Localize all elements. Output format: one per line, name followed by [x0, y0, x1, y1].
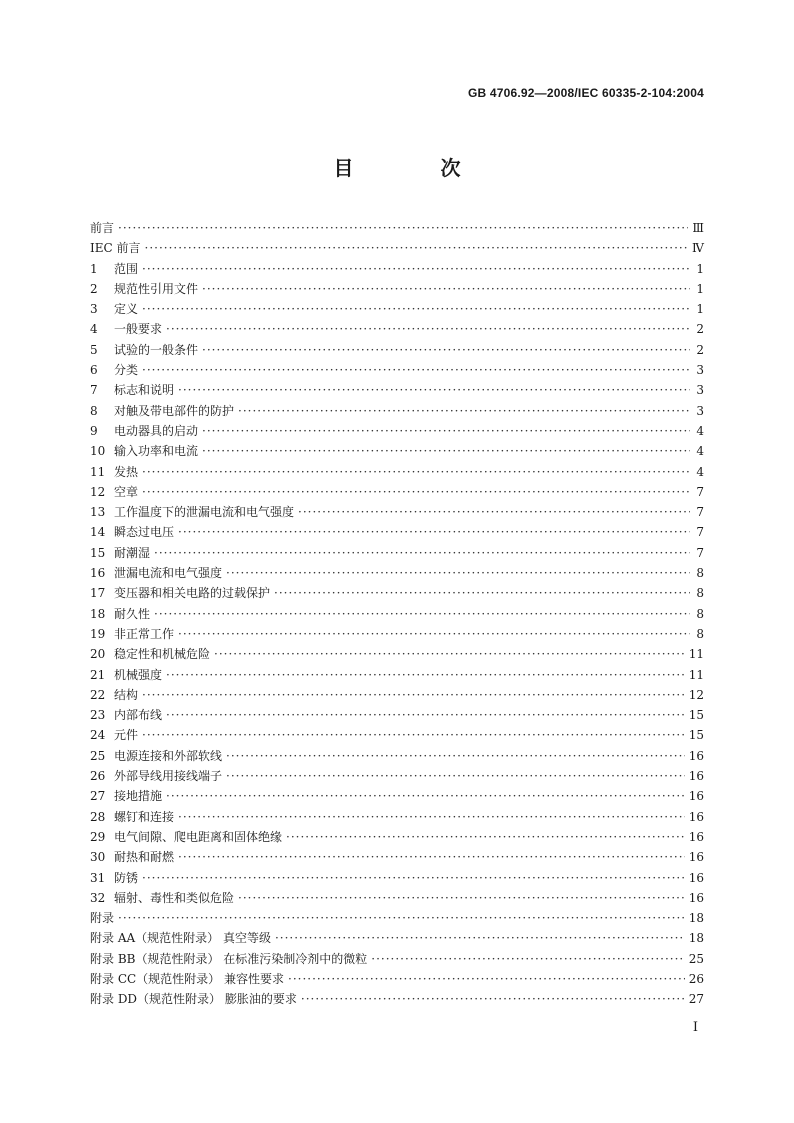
toc-leader-dots	[298, 502, 690, 522]
toc-entry-label: 内部布线	[114, 708, 163, 723]
toc-entry-number: 19	[90, 626, 106, 641]
toc-entry-label: 非正常工作	[114, 626, 175, 641]
toc-leader-dots	[275, 928, 685, 948]
toc-entry[interactable]	[90, 380, 704, 400]
toc-entry-label: 螺钉和连接	[114, 809, 175, 824]
toc-leader-dots	[178, 522, 690, 542]
toc-entry-number: 1	[90, 261, 98, 276]
toc-entry-page: 16	[688, 829, 704, 844]
toc-entry-label: 分类	[114, 363, 139, 378]
toc-entry-page: 16	[688, 748, 704, 763]
toc-entry-page: 15	[688, 728, 704, 743]
toc-entry-number: 11	[90, 464, 106, 479]
toc-entry-label: 附录 BB（规范性附录） 在标准污染制冷剂中的微粒	[90, 951, 368, 966]
toc-leader-dots	[226, 746, 685, 766]
toc-entry-page: 16	[688, 890, 704, 905]
toc-entry[interactable]	[90, 259, 704, 279]
toc-entry[interactable]	[90, 969, 704, 989]
toc-leader-dots	[226, 563, 690, 583]
toc-entry-number: 9	[90, 423, 98, 438]
toc-entry-label: 电源连接和外部软线	[114, 748, 223, 763]
toc-leader-dots	[145, 238, 689, 258]
toc-entry[interactable]	[90, 685, 704, 705]
toc-entry-label: 规范性引用文件	[114, 281, 199, 296]
toc-entry-number: 31	[90, 870, 106, 885]
toc-entry[interactable]	[90, 238, 704, 258]
toc-entry-number: 21	[90, 667, 106, 682]
toc-entry-number: 30	[90, 850, 106, 865]
page-title: 目 次	[333, 156, 501, 180]
toc-leader-dots	[238, 888, 685, 908]
toc-leader-dots	[166, 665, 685, 685]
toc-entry[interactable]	[90, 746, 704, 766]
toc-entry-label: 输入功率和电流	[114, 444, 199, 459]
toc-entry[interactable]	[90, 319, 704, 339]
toc-entry-label: 范围	[114, 261, 139, 276]
toc-entry-number: 15	[90, 545, 106, 560]
toc-entry-page: 7	[696, 545, 704, 560]
toc-entry[interactable]	[90, 705, 704, 725]
toc-entry-page: 12	[688, 687, 704, 702]
toc-entry-label: 接地措施	[114, 789, 163, 804]
toc-entry[interactable]	[90, 543, 704, 563]
toc-entry-label: 泄漏电流和电气强度	[114, 566, 223, 581]
toc-entry[interactable]	[90, 218, 704, 238]
toc-entry-label: 工作温度下的泄漏电流和电气强度	[114, 505, 295, 520]
page-number: I	[692, 1020, 698, 1035]
toc-entry-number: 25	[90, 748, 106, 763]
toc-entry-label: 空章	[114, 484, 139, 499]
toc-entry-page: 26	[688, 971, 704, 986]
toc-leader-dots	[286, 827, 685, 847]
toc-entry-page: 7	[696, 525, 704, 540]
toc-entry-number: 24	[90, 728, 106, 743]
toc-entry[interactable]	[90, 665, 704, 685]
toc-entry-number: 18	[90, 606, 106, 621]
toc-entry[interactable]	[90, 360, 704, 380]
toc-entry-page: 4	[696, 464, 704, 479]
toc-leader-dots	[371, 949, 684, 969]
toc-entry-page: 16	[688, 789, 704, 804]
toc-entry-page: 1	[696, 261, 704, 276]
toc-entry-page: 16	[688, 809, 704, 824]
toc-entry-number: 12	[90, 484, 106, 499]
toc-entry-label: 防锈	[114, 870, 139, 885]
toc-leader-dots	[118, 218, 688, 238]
toc-entry-label: 电动器具的启动	[114, 423, 199, 438]
toc-entry-page: Ⅲ	[692, 221, 704, 235]
toc-entry-number: 17	[90, 586, 106, 601]
toc-leader-dots	[178, 380, 690, 400]
toc-entry-label: 电气间隙、爬电距离和固体绝缘	[114, 829, 283, 844]
toc-entry-page: 1	[696, 302, 704, 317]
toc-entry-label: 耐热和耐燃	[114, 850, 175, 865]
toc-entry-page: Ⅳ	[692, 241, 704, 256]
toc-entry[interactable]	[90, 522, 704, 542]
toc-entry-label: 结构	[114, 687, 139, 702]
toc-leader-dots	[178, 847, 685, 867]
toc-entry[interactable]	[90, 827, 704, 847]
toc-entry-number: 5	[90, 342, 98, 357]
toc-entry[interactable]	[90, 624, 704, 644]
toc-entry[interactable]	[90, 725, 704, 745]
toc-leader-dots	[202, 421, 690, 441]
toc-entry-label: 对触及带电部件的防护	[114, 403, 235, 418]
table-of-contents	[90, 218, 704, 1010]
toc-entry[interactable]	[90, 807, 704, 827]
toc-entry[interactable]	[90, 421, 704, 441]
toc-entry[interactable]	[90, 868, 704, 888]
toc-entry[interactable]	[90, 908, 704, 928]
toc-entry-number: 6	[90, 363, 98, 378]
toc-leader-dots	[142, 725, 685, 745]
toc-entry-number: 28	[90, 809, 106, 824]
toc-entry-number: 22	[90, 687, 106, 702]
toc-entry-page: 7	[696, 484, 704, 499]
toc-entry-label: 标志和说明	[114, 383, 175, 398]
toc-leader-dots	[202, 441, 690, 461]
toc-entry-page: 16	[688, 850, 704, 865]
toc-entry[interactable]	[90, 401, 704, 421]
toc-entry-page: 1	[696, 281, 704, 296]
toc-entry-number: 14	[90, 525, 106, 540]
toc-entry[interactable]	[90, 279, 704, 299]
toc-entry-page: 8	[696, 606, 704, 621]
toc-entry-page: 8	[696, 566, 704, 581]
toc-entry-number: 20	[90, 647, 106, 662]
toc-leader-dots	[142, 360, 690, 380]
toc-entry-label: 定义	[114, 302, 139, 317]
toc-entry-page: 25	[688, 951, 704, 966]
toc-leader-dots	[274, 583, 690, 603]
toc-entry-number: 7	[90, 383, 98, 398]
toc-entry-page: 11	[688, 667, 704, 682]
toc-entry-label: IEC 前言	[90, 241, 141, 256]
toc-entry-label: 一般要求	[114, 322, 163, 337]
toc-entry-page: 2	[696, 342, 704, 357]
toc-entry-page: 4	[696, 444, 704, 459]
toc-leader-dots	[142, 482, 690, 502]
toc-entry-number: 23	[90, 708, 106, 723]
toc-entry[interactable]	[90, 888, 704, 908]
toc-leader-dots	[154, 543, 690, 563]
toc-entry-page: 18	[688, 911, 704, 926]
toc-entry-label: 外部导线用接线端子	[114, 769, 223, 784]
toc-entry-number: 10	[90, 444, 106, 459]
toc-entry[interactable]	[90, 482, 704, 502]
toc-leader-dots	[226, 766, 685, 786]
toc-entry-label: 附录 CC（规范性附录） 兼容性要求	[90, 971, 284, 986]
toc-leader-dots	[118, 908, 685, 928]
toc-entry-page: 16	[688, 769, 704, 784]
toc-leader-dots	[202, 340, 690, 360]
toc-entry-number: 8	[90, 403, 98, 418]
toc-leader-dots	[202, 279, 690, 299]
toc-entry-page: 11	[688, 647, 704, 662]
toc-leader-dots	[142, 299, 690, 319]
toc-entry-number: 2	[90, 281, 98, 296]
toc-leader-dots	[142, 685, 685, 705]
toc-entry-label: 变压器和相关电路的过载保护	[114, 586, 271, 601]
toc-entry-label: 耐潮湿	[114, 545, 151, 560]
toc-leader-dots	[178, 807, 685, 827]
toc-entry-label: 元件	[114, 728, 139, 743]
toc-entry-label: 机械强度	[114, 667, 163, 682]
toc-leader-dots	[154, 604, 690, 624]
toc-entry-label: 发热	[114, 464, 139, 479]
toc-entry-number: 3	[90, 302, 98, 317]
toc-entry-label: 辐射、毒性和类似危险	[114, 890, 235, 905]
toc-leader-dots	[288, 969, 685, 989]
toc-entry[interactable]	[90, 604, 704, 624]
toc-entry[interactable]	[90, 502, 704, 522]
toc-entry[interactable]	[90, 766, 704, 786]
toc-leader-dots	[238, 401, 690, 421]
toc-entry-page: 2	[696, 322, 704, 337]
toc-leader-dots	[301, 989, 685, 1009]
toc-entry-page: 4	[696, 423, 704, 438]
toc-entry[interactable]	[90, 928, 704, 948]
toc-entry[interactable]	[90, 299, 704, 319]
toc-entry[interactable]	[90, 989, 704, 1009]
toc-leader-dots	[142, 259, 690, 279]
toc-entry-page: 7	[696, 505, 704, 520]
toc-entry[interactable]	[90, 441, 704, 461]
toc-entry-number: 27	[90, 789, 106, 804]
toc-entry[interactable]	[90, 462, 704, 482]
toc-entry-number: 26	[90, 769, 106, 784]
toc-entry-page: 15	[688, 708, 704, 723]
toc-entry-page: 3	[696, 403, 704, 418]
toc-entry-number: 4	[90, 322, 98, 337]
toc-entry-number: 29	[90, 829, 106, 844]
toc-entry-label: 附录	[90, 911, 115, 926]
toc-entry[interactable]	[90, 949, 704, 969]
toc-leader-dots	[142, 868, 685, 888]
toc-entry-label: 试验的一般条件	[114, 342, 199, 357]
toc-leader-dots	[166, 319, 690, 339]
toc-entry-page: 18	[688, 931, 704, 946]
toc-entry-label: 稳定性和机械危险	[114, 647, 211, 662]
toc-entry[interactable]	[90, 786, 704, 806]
toc-entry-page: 27	[688, 992, 704, 1007]
toc-entry[interactable]	[90, 563, 704, 583]
toc-entry-label: 瞬态过电压	[114, 525, 175, 540]
toc-leader-dots	[214, 644, 685, 664]
standard-code: GB 4706.92—2008/IEC 60335-2-104:2004	[467, 86, 704, 100]
toc-entry[interactable]	[90, 847, 704, 867]
toc-entry-page: 3	[696, 363, 704, 378]
toc-entry-label: 附录 AA（规范性附录） 真空等级	[90, 931, 271, 946]
toc-entry[interactable]	[90, 340, 704, 360]
toc-entry-label: 附录 DD（规范性附录） 膨胀油的要求	[90, 992, 297, 1007]
toc-leader-dots	[166, 786, 685, 806]
toc-entry-page: 3	[696, 383, 704, 398]
toc-entry[interactable]	[90, 644, 704, 664]
toc-entry-number: 32	[90, 890, 106, 905]
toc-entry-number: 13	[90, 505, 106, 520]
toc-entry-page: 8	[696, 626, 704, 641]
toc-entry-label: 耐久性	[114, 606, 151, 621]
toc-entry-page: 16	[688, 870, 704, 885]
toc-leader-dots	[178, 624, 690, 644]
toc-entry-page: 8	[696, 586, 704, 601]
toc-entry-number: 16	[90, 566, 106, 581]
toc-leader-dots	[142, 462, 690, 482]
toc-entry[interactable]	[90, 583, 704, 603]
toc-leader-dots	[166, 705, 685, 725]
toc-entry-label: 前言	[90, 221, 115, 235]
